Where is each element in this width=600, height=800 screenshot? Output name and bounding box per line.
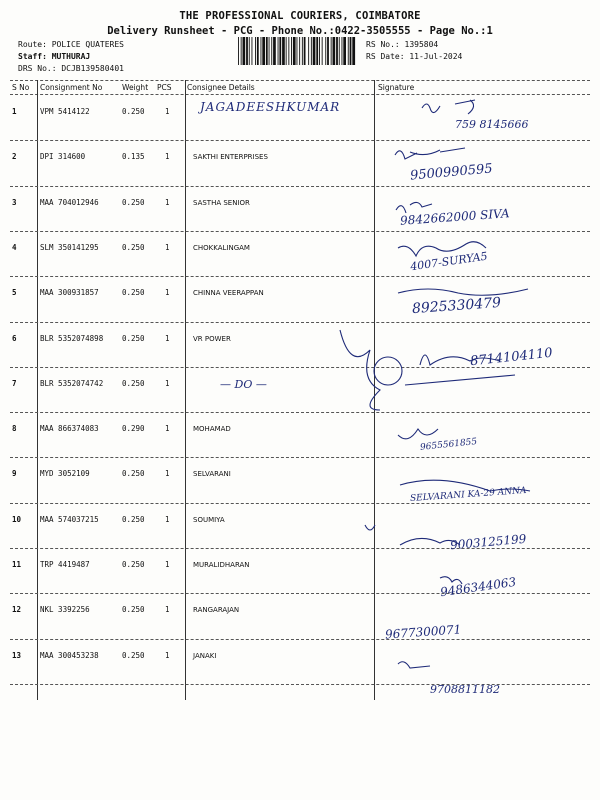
row-weight: 0.250 bbox=[122, 288, 145, 298]
row-consignment-no: MAA 300453238 bbox=[40, 650, 99, 660]
row-pcs: 1 bbox=[165, 242, 170, 252]
signature-phone: 9655561855 bbox=[419, 437, 478, 453]
row-sno: 10 bbox=[12, 514, 22, 524]
row-weight: 0.250 bbox=[122, 469, 145, 479]
row-pcs: 1 bbox=[165, 197, 170, 207]
row-weight: 0.250 bbox=[122, 107, 145, 116]
rs-number: RS No.: 1395804 bbox=[366, 40, 439, 49]
row-sno: 4 bbox=[12, 242, 17, 252]
row-sno: 13 bbox=[12, 650, 22, 660]
row-consignment-no: MYD 3052109 bbox=[40, 469, 90, 479]
signature-phone: 9677300071 bbox=[384, 622, 462, 642]
signature-phone: 8925330479 bbox=[411, 294, 502, 318]
row-sno: 12 bbox=[12, 605, 22, 615]
row-consignment-no: BLR 5352074898 bbox=[40, 333, 104, 343]
row-weight: 0.250 bbox=[122, 378, 145, 388]
row-weight: 0.250 bbox=[122, 197, 145, 207]
row-sno: 8 bbox=[12, 424, 17, 434]
row-consignment-no: NKL 3392256 bbox=[40, 605, 90, 615]
row-consignment-no: MAA 300931857 bbox=[40, 288, 99, 298]
row-sno: 1 bbox=[12, 107, 17, 116]
row-sno: 11 bbox=[12, 560, 22, 569]
runsheet-subtitle: Delivery Runsheet - PCG - Phone No.:0422-3505555 - Page No.:1 bbox=[107, 25, 493, 37]
row-consignee: CHOKKALINGAM bbox=[193, 243, 250, 252]
row-sno: 5 bbox=[12, 288, 17, 298]
route-label: Route: POLICE QUATERES bbox=[18, 40, 124, 49]
row-pcs: 1 bbox=[165, 152, 170, 162]
row-consignment-no: MAA 574037215 bbox=[40, 514, 99, 524]
row-consignee: MOHAMAD bbox=[193, 425, 231, 434]
handwritten-do: DO bbox=[234, 378, 253, 391]
drs-label: DRS No.: DCJB139580401 bbox=[18, 64, 124, 73]
col-pcs: PCS bbox=[157, 83, 172, 92]
row-pcs: 1 bbox=[165, 107, 170, 116]
row-weight: 0.250 bbox=[122, 333, 145, 343]
row-sno: 9 bbox=[12, 469, 17, 479]
row-consignee: CHINNA VEERAPPAN bbox=[193, 289, 264, 298]
signature-phone: 8714104110 bbox=[469, 345, 554, 370]
row-consignment-no: BLR 5352074742 bbox=[40, 378, 104, 388]
row-weight: 0.290 bbox=[122, 424, 145, 434]
row-consignment-no: DPI 314600 bbox=[40, 152, 86, 162]
row-consignment-no: MAA 704012946 bbox=[40, 197, 99, 207]
col-signature: Signature bbox=[378, 83, 415, 92]
col-weight: Weight bbox=[122, 83, 149, 92]
signature-phone: 759 8145666 bbox=[455, 118, 529, 131]
row-consignment-no: SLM 350141295 bbox=[40, 242, 99, 252]
signature-phone: 9708811182 bbox=[430, 683, 500, 696]
signature-phone: 9486344063 bbox=[439, 574, 517, 600]
row-sno: 2 bbox=[12, 152, 17, 162]
row-weight: 0.250 bbox=[122, 650, 145, 660]
row-pcs: 1 bbox=[165, 333, 170, 343]
row-pcs: 1 bbox=[165, 469, 170, 479]
row-consignee: MURALIDHARAN bbox=[193, 561, 250, 569]
signature-phone: 4007-SURYA5 bbox=[409, 249, 489, 274]
row-consignee: RANGARAJAN bbox=[193, 606, 240, 615]
rs-date: RS Date: 11-Jul-2024 bbox=[366, 52, 463, 61]
row-weight: 0.250 bbox=[122, 514, 145, 524]
col-sno: S No bbox=[12, 83, 30, 92]
row-sno: 6 bbox=[12, 333, 17, 343]
col-consignment: Consignment No bbox=[40, 83, 103, 92]
signature-phone: 9003125199 bbox=[449, 531, 527, 553]
row-pcs: 1 bbox=[165, 378, 170, 388]
row-pcs: 1 bbox=[165, 514, 170, 524]
row-consignment-no: TRP 4419487 bbox=[40, 560, 90, 569]
row-consignee: SAKTHI ENTERPRISES bbox=[193, 153, 268, 162]
row-consignee: SELVARANI bbox=[193, 470, 231, 479]
row-consignee: SOUMIYA bbox=[193, 515, 225, 524]
row-weight: 0.250 bbox=[122, 242, 145, 252]
handwritten-consignee: — DO — bbox=[220, 378, 267, 391]
col-consignee: Consignee Details bbox=[187, 83, 255, 92]
signature-phone: 9500990595 bbox=[409, 161, 494, 184]
row-consignment-no: MAA 866374083 bbox=[40, 424, 99, 434]
handwritten-consignee: JAGADEESHKUMAR bbox=[200, 100, 341, 114]
row-sno: 7 bbox=[12, 378, 17, 388]
signature-phone: SELVARANI KA-29 ANNA bbox=[409, 485, 527, 505]
row-consignee: VR POWER bbox=[193, 334, 231, 343]
row-weight: 0.135 bbox=[122, 152, 145, 162]
row-pcs: 1 bbox=[165, 424, 170, 434]
row-pcs: 1 bbox=[165, 605, 170, 615]
row-pcs: 1 bbox=[165, 650, 170, 660]
row-pcs: 1 bbox=[165, 288, 170, 298]
staff-label: Staff: MUTHURAJ bbox=[18, 52, 91, 61]
row-consignee: SASTHA SENIOR bbox=[193, 198, 250, 207]
row-pcs: 1 bbox=[165, 560, 170, 569]
row-sno: 3 bbox=[12, 197, 17, 207]
row-consignee: JANAKI bbox=[193, 651, 217, 660]
row-consignment-no: VPM 5414122 bbox=[40, 107, 90, 116]
company-title: THE PROFESSIONAL COURIERS, COIMBATORE bbox=[179, 10, 421, 22]
signature-phone: 9842662000 SIVA bbox=[399, 206, 510, 228]
row-weight: 0.250 bbox=[122, 560, 145, 569]
row-weight: 0.250 bbox=[122, 605, 145, 615]
